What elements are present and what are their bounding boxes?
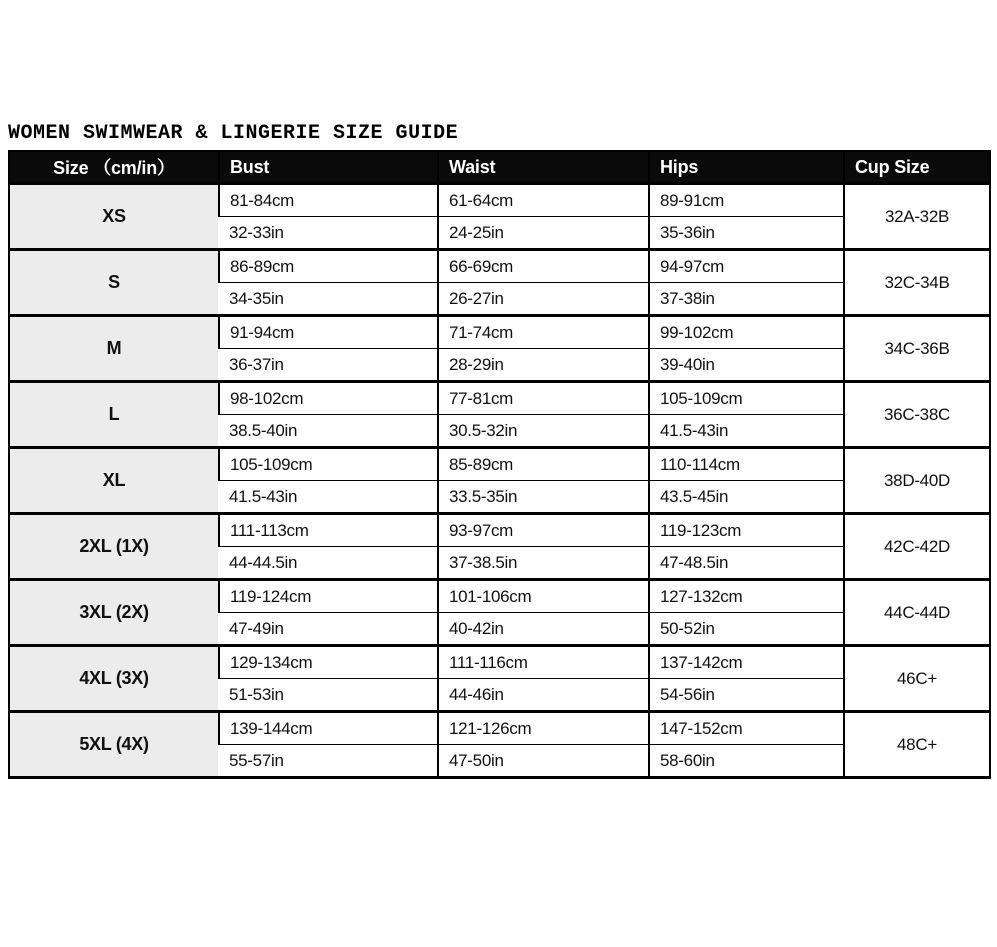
bust-in-value: 34-35in xyxy=(219,283,438,316)
size-row-cm xyxy=(9,184,990,217)
bust-cm-value: 105-109cm xyxy=(219,448,438,481)
hips-in-value: 58-60in xyxy=(649,745,844,778)
bust-in-value: 41.5-43in xyxy=(219,481,438,514)
bust-in-value: 32-33in xyxy=(219,217,438,250)
hips-cm-value: 119-123cm xyxy=(649,514,844,547)
hips-in-value: 50-52in xyxy=(649,613,844,646)
table-body xyxy=(9,184,990,778)
size-label: 2XL (1X) xyxy=(9,514,219,580)
bust-in-value: 47-49in xyxy=(219,613,438,646)
size-label: S xyxy=(9,250,219,316)
hips-in-value: 39-40in xyxy=(649,349,844,382)
page-title: WOMEN SWIMWEAR & LINGERIE SIZE GUIDE xyxy=(8,122,459,145)
waist-cm-value: 111-116cm xyxy=(438,646,649,679)
size-label: 5XL (4X) xyxy=(9,712,219,778)
column-header-bust: Bust xyxy=(219,151,438,184)
bust-in-value: 51-53in xyxy=(219,679,438,712)
waist-cm-value: 77-81cm xyxy=(438,382,649,415)
bust-cm-value: 86-89cm xyxy=(219,250,438,283)
cup-size-value: 48C+ xyxy=(844,712,990,778)
size-row-cm xyxy=(9,646,990,679)
size-guide-table xyxy=(8,150,991,779)
hips-in-value: 41.5-43in xyxy=(649,415,844,448)
size-row-cm xyxy=(9,316,990,349)
size-row-cm xyxy=(9,250,990,283)
column-header-size: Size （cm/in） xyxy=(9,151,219,184)
waist-in-value: 47-50in xyxy=(438,745,649,778)
bust-in-value: 55-57in xyxy=(219,745,438,778)
waist-cm-value: 121-126cm xyxy=(438,712,649,745)
cup-size-value: 38D-40D xyxy=(844,448,990,514)
size-row-cm xyxy=(9,382,990,415)
bust-cm-value: 98-102cm xyxy=(219,382,438,415)
bust-in-value: 44-44.5in xyxy=(219,547,438,580)
waist-in-value: 40-42in xyxy=(438,613,649,646)
size-row-cm xyxy=(9,712,990,745)
hips-in-value: 35-36in xyxy=(649,217,844,250)
waist-in-value: 26-27in xyxy=(438,283,649,316)
hips-in-value: 47-48.5in xyxy=(649,547,844,580)
table-header-row xyxy=(9,151,990,184)
cup-size-value: 42C-42D xyxy=(844,514,990,580)
cup-size-value: 46C+ xyxy=(844,646,990,712)
waist-in-value: 28-29in xyxy=(438,349,649,382)
bust-cm-value: 111-113cm xyxy=(219,514,438,547)
hips-cm-value: 147-152cm xyxy=(649,712,844,745)
bust-in-value: 38.5-40in xyxy=(219,415,438,448)
cup-size-value: 34C-36B xyxy=(844,316,990,382)
size-row-cm xyxy=(9,448,990,481)
hips-in-value: 54-56in xyxy=(649,679,844,712)
bust-cm-value: 81-84cm xyxy=(219,184,438,217)
waist-cm-value: 71-74cm xyxy=(438,316,649,349)
size-row-cm xyxy=(9,580,990,613)
bust-cm-value: 129-134cm xyxy=(219,646,438,679)
column-header-cup-size: Cup Size xyxy=(844,151,990,184)
hips-in-value: 43.5-45in xyxy=(649,481,844,514)
waist-cm-value: 61-64cm xyxy=(438,184,649,217)
hips-cm-value: 94-97cm xyxy=(649,250,844,283)
bust-in-value: 36-37in xyxy=(219,349,438,382)
bust-cm-value: 91-94cm xyxy=(219,316,438,349)
cup-size-value: 32C-34B xyxy=(844,250,990,316)
cup-size-value: 44C-44D xyxy=(844,580,990,646)
waist-cm-value: 101-106cm xyxy=(438,580,649,613)
size-row-cm xyxy=(9,514,990,547)
size-label: L xyxy=(9,382,219,448)
size-label: XL xyxy=(9,448,219,514)
waist-in-value: 30.5-32in xyxy=(438,415,649,448)
bust-cm-value: 139-144cm xyxy=(219,712,438,745)
waist-in-value: 33.5-35in xyxy=(438,481,649,514)
hips-cm-value: 99-102cm xyxy=(649,316,844,349)
hips-in-value: 37-38in xyxy=(649,283,844,316)
waist-in-value: 24-25in xyxy=(438,217,649,250)
hips-cm-value: 127-132cm xyxy=(649,580,844,613)
column-header-waist: Waist xyxy=(438,151,649,184)
waist-in-value: 37-38.5in xyxy=(438,547,649,580)
waist-cm-value: 85-89cm xyxy=(438,448,649,481)
size-label: XS xyxy=(9,184,219,250)
hips-cm-value: 105-109cm xyxy=(649,382,844,415)
cup-size-value: 36C-38C xyxy=(844,382,990,448)
cup-size-value: 32A-32B xyxy=(844,184,990,250)
size-label: M xyxy=(9,316,219,382)
column-header-hips: Hips xyxy=(649,151,844,184)
hips-cm-value: 137-142cm xyxy=(649,646,844,679)
hips-cm-value: 110-114cm xyxy=(649,448,844,481)
hips-cm-value: 89-91cm xyxy=(649,184,844,217)
waist-cm-value: 66-69cm xyxy=(438,250,649,283)
bust-cm-value: 119-124cm xyxy=(219,580,438,613)
waist-cm-value: 93-97cm xyxy=(438,514,649,547)
waist-in-value: 44-46in xyxy=(438,679,649,712)
size-label: 3XL (2X) xyxy=(9,580,219,646)
size-label: 4XL (3X) xyxy=(9,646,219,712)
